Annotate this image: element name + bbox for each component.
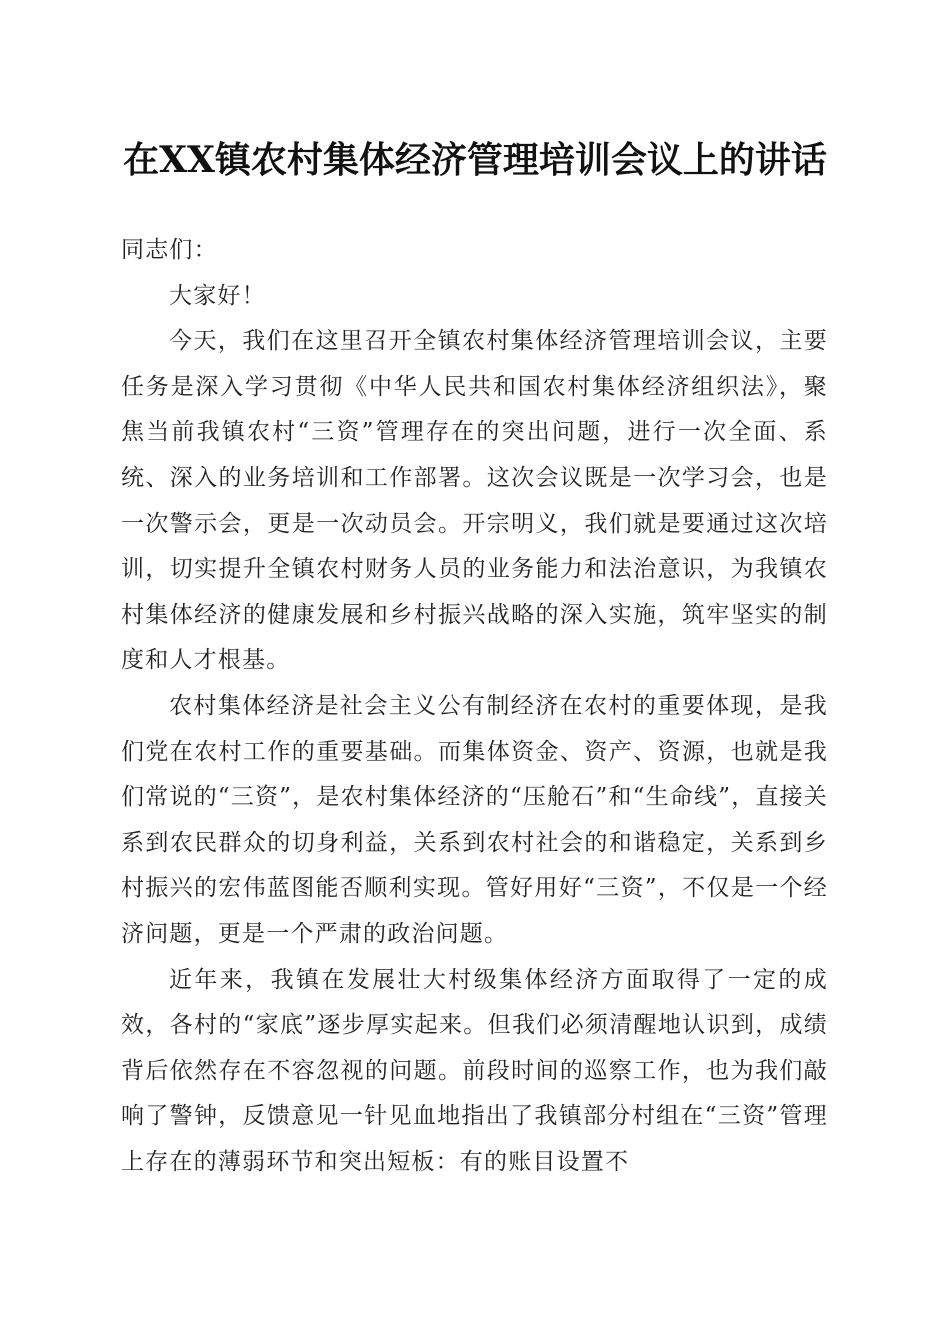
salutation: 同志们： <box>121 237 218 263</box>
paragraph-1: 今天，我们在这里召开全镇农村集体经济管理培训会议，主要任务是深入学习贯彻《中华人民共和国农村集体经济组织法》，聚焦当前我镇农村“三资”管理存在的突出问题，进行一次全面、系统、深入的业务培训和工作部署。这次会议既是一次学习会，也是一次警示会，更是一次动员会。开宗明义，我们就是要通过这次培训，切实提升全镇农村财务人员的业务能力和法治意识，为我镇农村集体经济的健康发展和乡村振兴战略的深入实施，筑牢坚实的制度和人才根基。 <box>121 328 828 674</box>
greeting: 大家好！ <box>169 282 266 309</box>
paragraph-3: 近年来，我镇在发展壮大村级集体经济方面取得了一定的成效，各村的“家底”逐步厚实起来。但我们必须清醒地认识到，成绩背后依然存在不容忽视的问题。前段时间的巡察工作，也为我们敲响了警钟，反馈意见一针见血地指出了我镇部分村组在“三资”管理上存在的薄弱环节和突出短板：有的账目设置不 <box>121 966 828 1175</box>
document-body <box>121 228 828 1185</box>
document-title: 在XX镇农村集体经济管理培训会议上的讲话 <box>123 139 827 181</box>
paragraph-2: 农村集体经济是社会主义公有制经济在农村的重要体现，是我们党在农村工作的重要基础。而集体资金、资产、资源，也就是我们常说的“三资”，是农村集体经济的“压舱石”和“生命线”，直接关系到农民群众的切身利益，关系到农村社会的和谐稳定，关系到乡村振兴的宏伟蓝图能否顺利实现。管好用好“三资”，不仅是一个经济问题，更是一个严肃的政治问题。 <box>121 692 828 947</box>
